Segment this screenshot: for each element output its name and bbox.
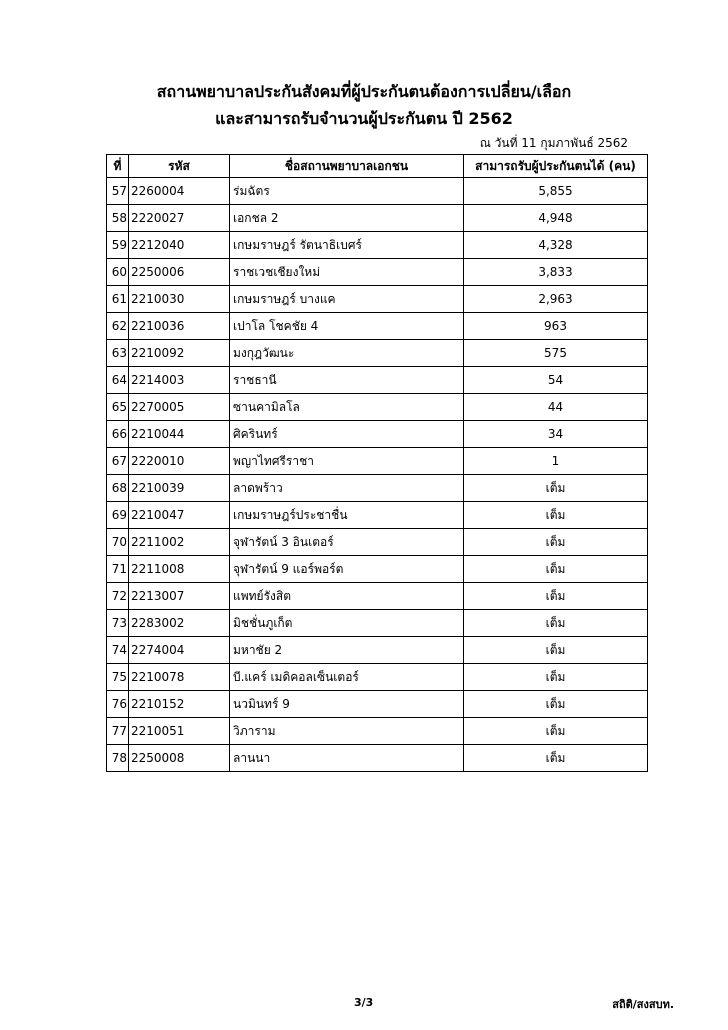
table-header-row (107, 155, 648, 178)
hospital-name: ราชเวชเชียงใหม่ (230, 259, 464, 286)
row-number: 62 (107, 313, 129, 340)
hospital-code: 2220010 (129, 448, 230, 475)
hospital-name: มิชชั่นภูเก็ต (230, 610, 464, 637)
table-row (107, 691, 648, 718)
hospital-name: ร่มฉัตร (230, 178, 464, 205)
hospital-name: แพทย์รังสิต (230, 583, 464, 610)
table-row (107, 178, 648, 205)
capacity-value: 2,963 (464, 286, 648, 313)
hospital-code: 2210036 (129, 313, 230, 340)
capacity-value: เต็ม (464, 745, 648, 772)
table-row (107, 583, 648, 610)
hospital-name: จุฬารัตน์ 3 อินเตอร์ (230, 529, 464, 556)
capacity-value: 5,855 (464, 178, 648, 205)
department-label: สถิติ/สงสบท. (612, 998, 674, 1011)
header-capacity: สามารถรับผู้ประกันตนได้ (คน) (464, 155, 648, 178)
hospital-name: ซานคามิลโล (230, 394, 464, 421)
table-row (107, 448, 648, 475)
hospital-name: เกษมราษฎร์ประชาชื่น (230, 502, 464, 529)
hospital-name: เปาโล โชคชัย 4 (230, 313, 464, 340)
table-row (107, 259, 648, 286)
row-number: 73 (107, 610, 129, 637)
table-row (107, 313, 648, 340)
hospital-code: 2211002 (129, 529, 230, 556)
capacity-value: 963 (464, 313, 648, 340)
capacity-value: เต็ม (464, 556, 648, 583)
row-number: 57 (107, 178, 129, 205)
table-body (107, 178, 648, 772)
hospital-name: ลาดพร้าว (230, 475, 464, 502)
table-row (107, 718, 648, 745)
hospital-name: จุฬารัตน์ 9 แอร์พอร์ต (230, 556, 464, 583)
table-row (107, 556, 648, 583)
row-number: 63 (107, 340, 129, 367)
report-date: ณ วันที่ 11 กุมภาพันธ์ 2562 (479, 136, 628, 150)
hospital-name: พญาไทศรีราชา (230, 448, 464, 475)
capacity-value: 34 (464, 421, 648, 448)
row-number: 76 (107, 691, 129, 718)
hospital-code: 2274004 (129, 637, 230, 664)
table-row (107, 340, 648, 367)
capacity-value: เต็ม (464, 610, 648, 637)
row-number: 78 (107, 745, 129, 772)
capacity-value: เต็ม (464, 718, 648, 745)
table-row (107, 475, 648, 502)
hospital-code: 2210030 (129, 286, 230, 313)
capacity-value: 54 (464, 367, 648, 394)
row-number: 65 (107, 394, 129, 421)
hospital-code: 2210051 (129, 718, 230, 745)
table-row (107, 610, 648, 637)
hospital-code: 2210092 (129, 340, 230, 367)
table-row (107, 232, 648, 259)
table-row (107, 529, 648, 556)
hospital-code: 2270005 (129, 394, 230, 421)
row-number: 71 (107, 556, 129, 583)
document-title: สถานพยาบาลประกันสังคมที่ผู้ประกันตนต้องการเปลี่ยน/เลือก (156, 82, 572, 101)
hospital-name: วิภาราม (230, 718, 464, 745)
hospital-name: ศิครินทร์ (230, 421, 464, 448)
header-code: รหัส (129, 155, 230, 178)
row-number: 64 (107, 367, 129, 394)
capacity-value: 575 (464, 340, 648, 367)
row-number: 69 (107, 502, 129, 529)
hospital-code: 2220027 (129, 205, 230, 232)
hospital-code: 2210078 (129, 664, 230, 691)
document-subtitle: และสามารถรับจำนวนผู้ประกันตน ปี 2562 (215, 109, 513, 128)
hospital-name: เอกชล 2 (230, 205, 464, 232)
row-number: 60 (107, 259, 129, 286)
capacity-value: เต็ม (464, 502, 648, 529)
table-row (107, 205, 648, 232)
capacity-value: 44 (464, 394, 648, 421)
table-row (107, 367, 648, 394)
row-number: 58 (107, 205, 129, 232)
row-number: 72 (107, 583, 129, 610)
table-row (107, 637, 648, 664)
capacity-value: เต็ม (464, 529, 648, 556)
hospital-code: 2213007 (129, 583, 230, 610)
capacity-value: เต็ม (464, 691, 648, 718)
hospital-name: ลานนา (230, 745, 464, 772)
table-row (107, 394, 648, 421)
hospital-name: มงกุฎวัฒนะ (230, 340, 464, 367)
hospital-code: 2212040 (129, 232, 230, 259)
capacity-value: 3,833 (464, 259, 648, 286)
row-number: 77 (107, 718, 129, 745)
capacity-value: เต็ม (464, 637, 648, 664)
row-number: 59 (107, 232, 129, 259)
hospital-name: มหาชัย 2 (230, 637, 464, 664)
hospital-code: 2250006 (129, 259, 230, 286)
table-row (107, 421, 648, 448)
hospital-name: บี.แคร์ เมดิคอลเซ็นเตอร์ (230, 664, 464, 691)
row-number: 61 (107, 286, 129, 313)
hospital-code: 2211008 (129, 556, 230, 583)
hospital-code: 2210152 (129, 691, 230, 718)
page-number: 3/3 (354, 996, 374, 1009)
table-row (107, 502, 648, 529)
row-number: 66 (107, 421, 129, 448)
hospital-code: 2210039 (129, 475, 230, 502)
table-row (107, 286, 648, 313)
header-no: ที่ (107, 155, 129, 178)
hospital-name: เกษมราษฎร์ บางแค (230, 286, 464, 313)
capacity-value: 4,328 (464, 232, 648, 259)
hospital-code: 2210044 (129, 421, 230, 448)
hospital-name: นวมินทร์ 9 (230, 691, 464, 718)
row-number: 70 (107, 529, 129, 556)
hospital-code: 2210047 (129, 502, 230, 529)
capacity-value: เต็ม (464, 583, 648, 610)
header-name: ชื่อสถานพยาบาลเอกชน (230, 155, 464, 178)
table-row (107, 745, 648, 772)
capacity-value: 1 (464, 448, 648, 475)
row-number: 67 (107, 448, 129, 475)
hospital-code: 2214003 (129, 367, 230, 394)
table-row (107, 664, 648, 691)
capacity-value: เต็ม (464, 664, 648, 691)
hospital-name: ราชธานี (230, 367, 464, 394)
capacity-value: เต็ม (464, 475, 648, 502)
row-number: 75 (107, 664, 129, 691)
hospital-code: 2260004 (129, 178, 230, 205)
row-number: 74 (107, 637, 129, 664)
hospital-name: เกษมราษฎร์ รัตนาธิเบศร์ (230, 232, 464, 259)
capacity-value: 4,948 (464, 205, 648, 232)
row-number: 68 (107, 475, 129, 502)
hospital-table (106, 154, 648, 772)
hospital-code: 2283002 (129, 610, 230, 637)
hospital-code: 2250008 (129, 745, 230, 772)
